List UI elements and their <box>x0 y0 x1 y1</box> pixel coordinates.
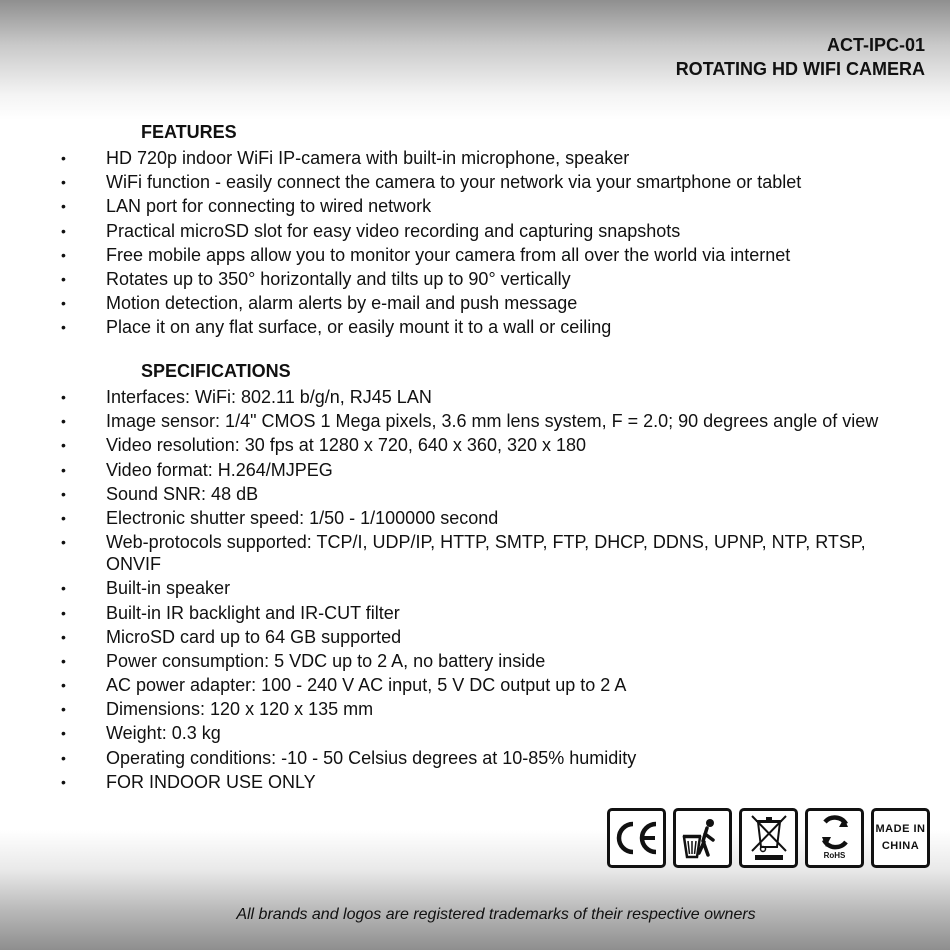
list-item <box>0 459 950 481</box>
list-item <box>0 698 950 720</box>
made-in-china-badge <box>871 808 930 868</box>
certification-logos <box>607 808 930 868</box>
list-item-text: Power consumption: 5 VDC up to 2 A, no battery inside <box>106 650 546 671</box>
list-item <box>0 410 950 432</box>
bullet-icon: • <box>61 389 66 405</box>
rohs-recycle-icon <box>805 808 864 868</box>
bullet-icon: • <box>61 725 66 742</box>
bullet-icon: • <box>61 174 66 191</box>
list-item-text: Built-in IR backlight and IR-CUT filter <box>106 602 400 623</box>
list-item <box>0 316 950 338</box>
list-item <box>0 722 950 744</box>
list-item <box>0 507 950 529</box>
document-header <box>676 33 925 81</box>
list-item-text: Web-protocols supported: TCP/I, UDP/IP, HTTP, SMTP, FTP, DHCP, DDNS, UPNP, NTP, RTSP, ONVIF <box>106 532 866 575</box>
list-item-text: AC power adapter: 100 - 240 V AC input, 5 V DC output up to 2 A <box>106 675 627 696</box>
bullet-icon: • <box>61 534 66 551</box>
specifications-heading: SPECIFICATIONS <box>141 361 291 381</box>
bullet-icon: • <box>61 295 66 312</box>
bullet-icon: • <box>61 749 66 766</box>
list-item <box>0 292 950 314</box>
list-item-text: WiFi function - easily connect the camera to your network via your smartphone or tablet <box>106 172 802 193</box>
list-item <box>0 244 950 266</box>
bullet-icon: • <box>61 604 66 621</box>
list-item <box>0 268 950 290</box>
list-item <box>0 483 950 505</box>
specifications-list <box>0 386 950 795</box>
list-item-text: Image sensor: 1/4" CMOS 1 Mega pixels, 3.6 mm lens system, F = 2.0; 90 degrees angle of view <box>106 411 879 432</box>
list-item-text: Interfaces: WiFi: 802.11 b/g/n, RJ45 LAN <box>106 387 432 407</box>
bullet-icon: • <box>61 652 66 669</box>
list-item <box>0 147 950 169</box>
list-item-text: Dimensions: 120 x 120 x 135 mm <box>106 699 374 720</box>
list-item-text: Sound SNR: 48 dB <box>106 483 259 504</box>
bullet-icon: • <box>61 701 66 718</box>
list-item <box>0 577 950 599</box>
china-label: CHINA <box>881 840 920 852</box>
bullet-icon: • <box>61 246 66 263</box>
bullet-icon: • <box>61 270 66 287</box>
list-item-text: Operating conditions: -10 - 50 Celsius degrees at 10-85% humidity <box>106 747 637 768</box>
bullet-icon: • <box>61 509 66 526</box>
bullet-icon: • <box>61 580 66 597</box>
bullet-icon: • <box>61 461 66 478</box>
list-item <box>0 650 950 672</box>
bullet-icon: • <box>61 485 66 502</box>
bullet-icon: • <box>61 628 66 645</box>
bullet-icon: • <box>61 773 66 790</box>
list-item-text: FOR INDOOR USE ONLY <box>106 771 316 792</box>
list-item-text: Motion detection, alarm alerts by e-mail and push message <box>106 293 578 314</box>
list-item <box>0 674 950 696</box>
list-item <box>0 531 950 575</box>
list-item <box>0 220 950 242</box>
trademark-footer: All brands and logos are registered trademarks of their respective owners <box>236 906 756 923</box>
list-item-text: Practical microSD slot for easy video recording and capturing snapshots <box>106 220 681 241</box>
bullet-icon: • <box>61 319 66 336</box>
list-item <box>0 602 950 624</box>
list-item-text: Weight: 0.3 kg <box>106 723 221 744</box>
list-item-text: Built-in speaker <box>106 578 231 599</box>
list-item-text: LAN port for connecting to wired network <box>106 196 432 217</box>
ce-mark-icon <box>607 808 666 868</box>
features-heading: FEATURES <box>141 122 237 142</box>
list-item-text: Video format: H.264/MJPEG <box>106 459 333 480</box>
list-item-text: Electronic shutter speed: 1/50 - 1/100000 second <box>106 507 499 528</box>
list-item-text: Free mobile apps allow you to monitor your camera from all over the world via internet <box>106 244 791 265</box>
list-item-text: HD 720p indoor WiFi IP-camera with built-in microphone, speaker <box>106 148 630 168</box>
list-item <box>0 626 950 648</box>
bullet-icon: • <box>61 222 66 239</box>
list-item <box>0 771 950 793</box>
model-number: ACT-IPC-01 <box>826 35 925 55</box>
made-in-label: MADE IN <box>875 823 926 835</box>
list-item <box>0 747 950 769</box>
list-item <box>0 171 950 193</box>
bullet-icon: • <box>61 413 66 430</box>
product-title: ROTATING HD WIFI CAMERA <box>675 59 925 79</box>
list-item <box>0 434 950 456</box>
list-item-text: Rotates up to 350° horizontally and tilts up to 90° vertically <box>106 268 571 289</box>
tidy-man-bin-icon <box>673 808 732 868</box>
features-list <box>0 147 950 341</box>
bullet-icon: • <box>61 677 66 694</box>
bullet-icon: • <box>61 198 66 215</box>
list-item-text: MicroSD card up to 64 GB supported <box>106 626 402 647</box>
bullet-icon: • <box>61 150 66 166</box>
bullet-icon: • <box>61 437 66 454</box>
list-item-text: Place it on any flat surface, or easily mount it to a wall or ceiling <box>106 317 612 338</box>
rohs-label: RoHS <box>823 851 846 860</box>
list-item-text: Video resolution: 30 fps at 1280 x 720, 640 x 360, 320 x 180 <box>106 435 587 456</box>
list-item <box>0 195 950 217</box>
list-item <box>0 386 950 408</box>
crossed-out-wheelie-bin-icon <box>739 808 798 868</box>
